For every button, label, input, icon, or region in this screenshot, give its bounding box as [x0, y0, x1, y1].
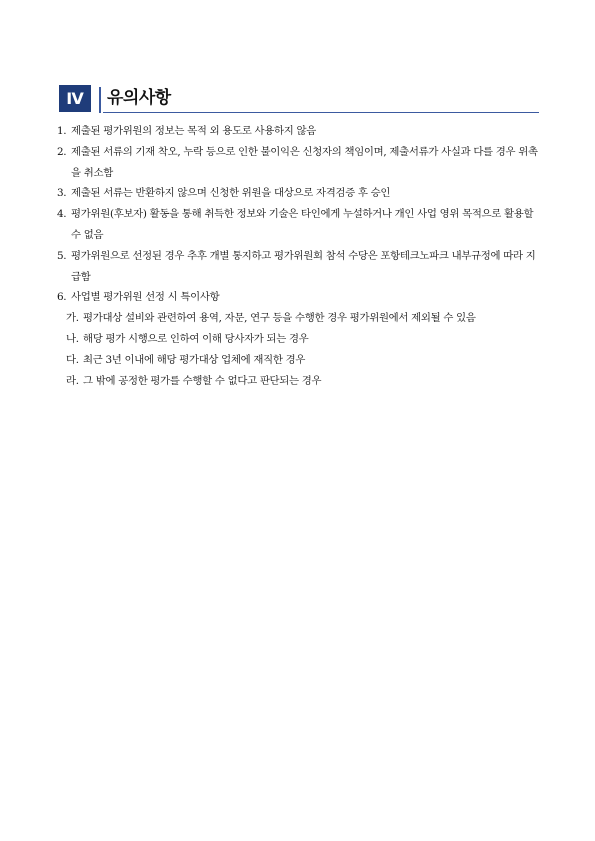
sub-item-marker: 라. — [66, 374, 79, 387]
item-number: 6. — [57, 291, 67, 304]
item-text: 제출된 서류는 반환하지 않으며 신청한 위원을 대상으로 자격검증 후 승인 — [71, 187, 391, 200]
list-item — [57, 142, 542, 184]
item-number: 2. — [57, 145, 67, 158]
item-number: 4. — [57, 208, 67, 221]
list-item — [57, 246, 542, 288]
list-item — [57, 204, 542, 246]
section-header — [59, 85, 539, 113]
item-text: 평가위원(후보자) 활동을 통해 취득한 정보와 기술은 타인에게 누설하거나 개인 사업 영위 목적으로 활용할 수 없음 — [71, 208, 534, 241]
sub-item-marker: 가. — [66, 312, 79, 325]
list-item — [57, 287, 542, 308]
sub-list-item — [57, 308, 542, 329]
item-text: 제출된 평가위원의 정보는 목적 외 용도로 사용하지 않음 — [71, 125, 316, 137]
sub-item-marker: 다. — [66, 353, 79, 366]
item-text: 평가위원으로 선정된 경우 추후 개별 통지하고 평가위원회 참석 수당은 포항테크노파크 내부규정에 따라 지급함 — [71, 249, 536, 283]
list-item — [57, 183, 542, 204]
notice-list — [57, 121, 542, 391]
sub-item-marker: 나. — [66, 332, 79, 345]
item-number: 1. — [57, 125, 67, 137]
sub-list-item — [57, 350, 542, 371]
sub-item-text: 그 밖에 공정한 평가를 수행할 수 없다고 판단되는 경우 — [83, 374, 322, 387]
item-text: 제출된 서류의 기재 착오, 누락 등으로 인한 불이익은 신청자의 책임이며, 제출서류가 사실과 다를 경우 위촉을 취소함 — [71, 145, 538, 179]
sub-item-text: 평가대상 설비와 관련하여 용역, 자문, 연구 등을 수행한 경우 평가위원에서 제외될 수 있음 — [83, 312, 476, 325]
sub-list-item — [57, 329, 542, 350]
sub-item-text: 최근 3년 이내에 해당 평가대상 업체에 재직한 경우 — [83, 353, 306, 366]
header-divider — [99, 87, 101, 113]
section-number-badge: Ⅳ — [59, 85, 91, 112]
sub-item-text: 해당 평가 시행으로 인하여 이해 당사자가 되는 경우 — [83, 332, 309, 345]
list-item — [57, 121, 542, 142]
item-text: 사업별 평가위원 선정 시 특이사항 — [71, 291, 220, 304]
item-number: 3. — [57, 187, 67, 200]
item-number: 5. — [57, 249, 67, 262]
header-underline — [103, 112, 539, 113]
sub-list-item — [57, 371, 542, 392]
section-title: 유의사항 — [107, 88, 171, 108]
